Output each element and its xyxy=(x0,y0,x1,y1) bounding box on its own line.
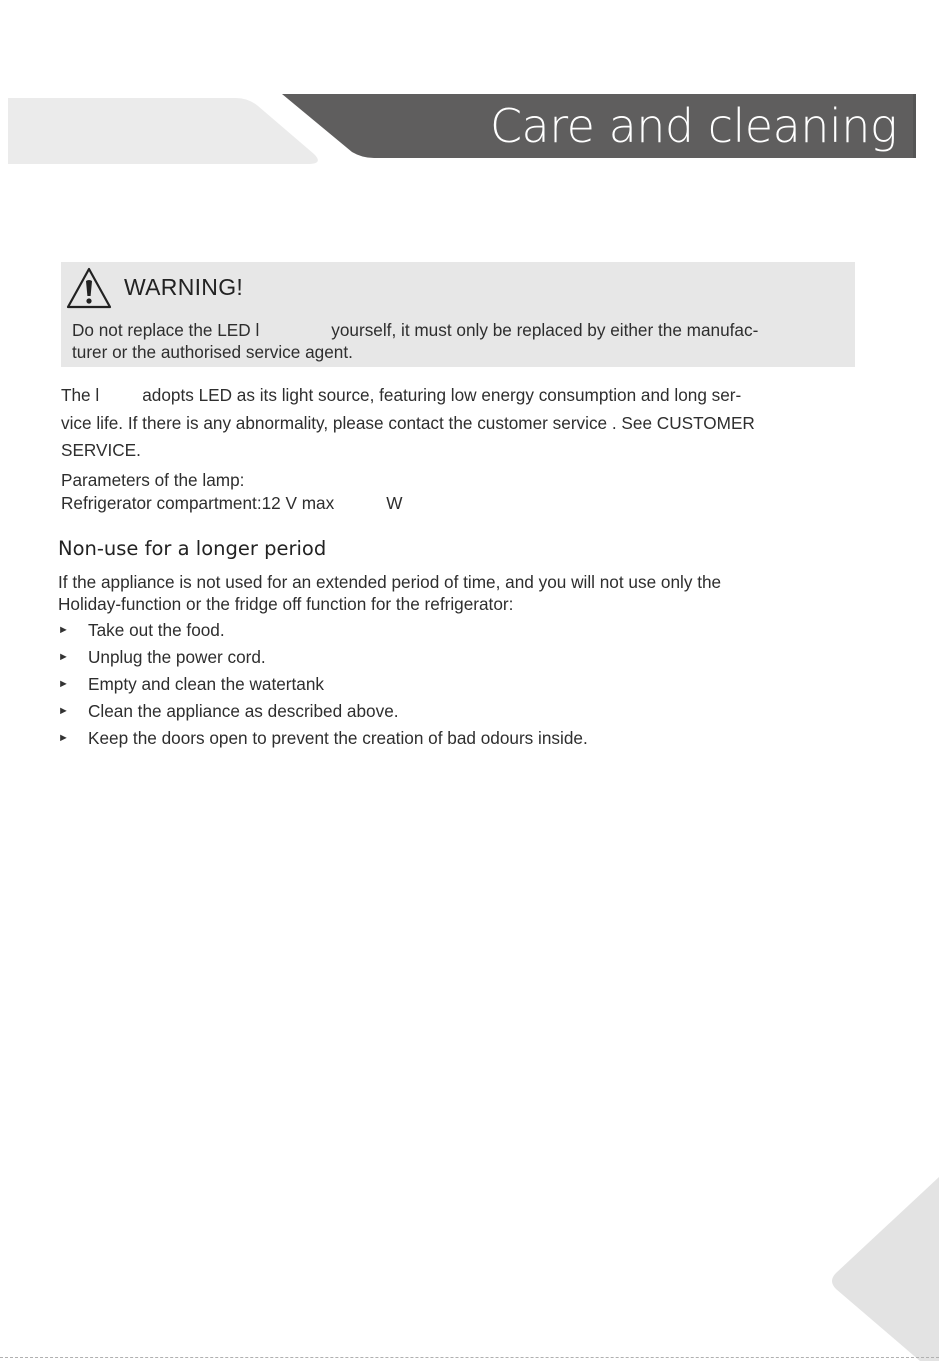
warning-text-part-c: turer or the authorised service agent. xyxy=(72,342,353,362)
bottom-dotted-rule xyxy=(0,1357,939,1358)
bullet-arrow-icon: ► xyxy=(58,651,69,663)
bullet-arrow-icon: ► xyxy=(58,705,69,717)
list-item xyxy=(58,671,588,698)
parameters-heading: Parameters of the lamp: xyxy=(61,470,245,490)
list-item-text: Empty and clean the watertank xyxy=(88,674,324,694)
lamp-parameters xyxy=(61,469,841,515)
list-item xyxy=(58,644,588,671)
light-info-line3: SERVICE. xyxy=(61,440,141,460)
light-info-line2: vice life. If there is any abnormality, please contact the customer service . See CUSTOMER xyxy=(61,412,755,433)
non-use-steps-list xyxy=(58,617,588,752)
list-item xyxy=(58,617,588,644)
parameters-row-a: Refrigerator compartment:12 V max xyxy=(61,493,335,513)
list-item xyxy=(58,698,588,725)
warning-box xyxy=(61,262,855,367)
list-item-text: Unplug the power cord. xyxy=(88,647,266,667)
warning-text-part-b: yourself, it must only be replaced by either the manufac- xyxy=(331,320,759,340)
warning-triangle-icon xyxy=(65,266,113,310)
parameters-row-b: W xyxy=(386,493,403,513)
header-light-tab xyxy=(8,98,320,164)
non-use-intro-line1: If the appliance is not used for an extended period of time, and you will not use only the xyxy=(58,572,722,592)
page-title: Care and cleaning xyxy=(489,99,897,153)
list-item-text: Keep the doors open to prevent the creation of bad odours inside. xyxy=(88,728,588,748)
list-item xyxy=(58,725,588,752)
bullet-arrow-icon: ► xyxy=(58,624,69,636)
warning-text xyxy=(72,319,854,363)
light-info-paragraph xyxy=(61,382,841,465)
warning-text-part-a: Do not replace the LED l xyxy=(72,320,260,340)
non-use-intro xyxy=(58,571,848,615)
light-info-line1-a: The l xyxy=(61,385,100,405)
header-edge-rule xyxy=(913,94,916,158)
non-use-intro-line2: Holiday-function or the fridge off function for the refrigerator: xyxy=(58,594,514,614)
warning-title: WARNING! xyxy=(124,274,244,300)
section-title-non-use: Non-use for a longer period xyxy=(58,537,327,560)
page-corner-tab xyxy=(828,1177,939,1361)
bullet-arrow-icon: ► xyxy=(58,732,69,744)
bullet-arrow-icon: ► xyxy=(58,678,69,690)
light-info-line1-b: adopts LED as its light source, featuring low energy consumption and long ser- xyxy=(142,385,742,405)
list-item-text: Clean the appliance as described above. xyxy=(88,701,399,721)
list-item-text: Take out the food. xyxy=(88,620,225,640)
